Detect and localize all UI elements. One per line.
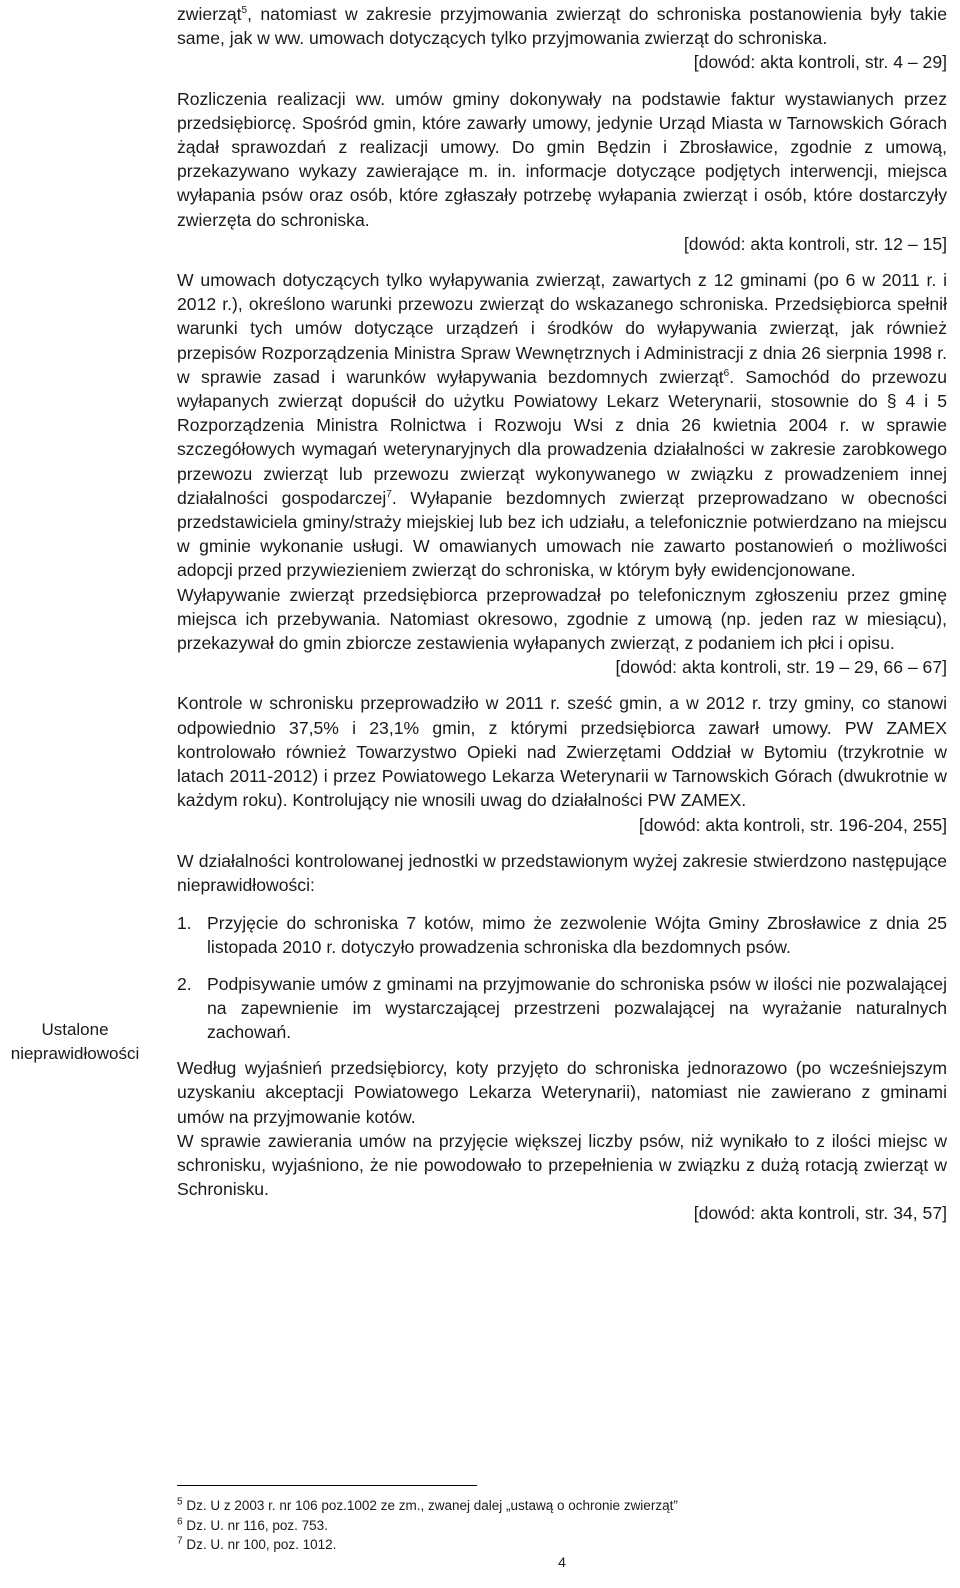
list-item-text: Przyjęcie do schroniska 7 kotów, mimo że zezwolenie Wójta Gminy Zbrosławice z dnia 25 listopada 2010 r. dotyczyło prowadzenia schroniska dla bezdomnych psów. (207, 913, 947, 958)
paragraph-settlements: Rozliczenia realizacji ww. umów gminy dokonywały na podstawie faktur wystawianych przez przedsiębiorcę. Spośród gmin, które zawarły umowy, jedynie Urząd Miasta w Tarnowskich Górach żądał sprawozdań z realizacji umowy. Do gmin Będzin i Zbrosławice, zgodnie z umową, przekazywano wykazy zawierające m. in. informacje dotyczące podjętych interwencji, miejsca wyłapania psów oraz osób, które zgłaszały potrzebę wyłapania zwierząt i osób, które dostarczyły zwierzęta do schroniska. (177, 88, 947, 230)
list-item (177, 972, 947, 1045)
evidence-citation: [dowód: akta kontroli, str. 12 – 15] (683, 233, 947, 254)
footnote (177, 1496, 678, 1516)
page-number-container (0, 1554, 960, 1570)
footnote-ref: 6 (723, 367, 730, 379)
paragraph-explanation-dogs: W sprawie zawierania umów na przyjęcie większej liczby psów, niż wynikało to z ilości miejsc w schronisku, wyjaśniono, że nie powodowało to przepełnienia w związku z dużą rotacją zwierząt w Schronisku. (177, 1130, 947, 1200)
text-fragment: . Samochód do przewozu wyłapanych zwierząt dopuścił do użytku Powiatowy Lekarz Weterynarii, stosownie do § 4 i 5 Rozporządzenia Ministra Rolnictwa i Rozwoju Wsi z dnia 26 kwietnia 2004 r. w sprawie szczegółowych wymagań weterynaryjnych dla prowadzenia działalności w zakresie zarobkowego przewozu zwierząt lub przewozu zwierząt wykonywanego w związku z prowadzeniem innej działalności gospodarczej (177, 366, 947, 508)
list-item-number: 1. (177, 913, 192, 934)
list-item-number: 2. (177, 973, 192, 994)
evidence-citation: [dowód: akta kontroli, str. 34, 57] (693, 1203, 947, 1224)
list-item-text: Podpisywanie umów z gminami na przyjmowanie do schroniska psów w ilości nie pozwalającej na zapewnienie im wystarczającej przestrzeni pozwalającej na wyrażanie naturalnych zachowań. (207, 973, 947, 1042)
footnote-number: 5 (177, 1496, 183, 1508)
text-fragment: W umowach dotyczących tylko wyłapywania zwierząt, zawartych z 12 gminami (po 6 w 2011 r. i 2012 r.), określono warunki przewozu zwierząt do wskazanego schroniska. Przedsiębiorca spełnił warunki tych umów dotyczące urządzeń i środków do wyłapywania zwierząt, jak również przepisów Rozporządzenia Ministra Spraw Wewnętrznych i Administracji z dnia 26 sierpnia 1998 r. w sprawie zasad i warunków wyłapywania bezdomnych zwierząt (177, 270, 947, 387)
evidence-citation: [dowód: akta kontroli, str. 19 – 29, 66 – 67] (615, 657, 947, 678)
footnote-number: 6 (177, 1516, 183, 1527)
paragraph-capture-contracts (177, 268, 947, 583)
footnote-text: Dz. U. nr 116, poz. 753. (186, 1517, 328, 1533)
evidence-citation: [dowód: akta kontroli, str. 4 – 29] (693, 52, 947, 73)
footnote-number: 7 (177, 1535, 183, 1547)
footnote (177, 1516, 678, 1536)
paragraph-findings-intro: W działalności kontrolowanej jednostki w przedstawionym wyżej zakresie stwierdzono następujące nieprawidłowości: (177, 850, 947, 895)
paragraph-intro (177, 2, 947, 50)
paragraph-inspections: Kontrole w schronisku przeprowadziło w 2011 r. sześć gmin, a w 2012 r. trzy gminy, co stanowi odpowiednio 37,5% i 23,1% gmin, z którymi przedsiębiorca zawarł umowy. PW ZAMEX kontrolowało również Towarzystwo Opieki nad Zwierzętami Oddział w Bytomiu (trzykrotnie w latach 2011-2012) i przez Powiatowego Lekarza Weterynarii w Tarnowskich Górach (dwukrotnie w każdym roku). Kontrolujący nie wnosili uwag do działalności PW ZAMEX. (177, 693, 947, 811)
paragraph-explanation-cats: Według wyjaśnień przedsiębiorcy, koty przyjęto do schroniska jednorazowo (po wcześniejszym uzyskaniu akceptacji Powiatowego Lekarza Weterynarii), natomiast nie zawierano z gminami umów na przyjmowanie kotów. (177, 1058, 947, 1127)
footnote-ref: 5 (241, 5, 248, 17)
list-item (177, 911, 947, 959)
footnote-separator (177, 1485, 477, 1486)
footnote-text: Dz. U. nr 100, poz. 1012. (186, 1537, 337, 1552)
text-fragment: zwierząt (177, 4, 242, 24)
footnotes (177, 1496, 678, 1555)
text-fragment: , natomiast w zakresie przyjmowania zwierząt do schroniska postanowienia były takie same, jak w ww. umowach dotyczących tylko przyjmowania zwierząt do schroniska. (177, 4, 947, 49)
text-fragment: . Wyłapanie bezdomnych zwierząt przeprowadzano w obecności przedstawiciela gminy/straży miejskiej lub bez ich udziału, a telefonicznie potwierdzano na miejscu w gminie wykonanie usługi. W omawianych umowach nie zawarto postanowień o możliwości adopcji przed przywiezieniem zwierząt do schroniska, w którym były ewidencjonowane. (177, 487, 948, 581)
document-body (177, 2, 947, 1226)
footnote-ref: 7 (386, 489, 392, 500)
footnote (177, 1535, 678, 1555)
evidence-citation: [dowód: akta kontroli, str. 196-204, 255] (638, 814, 947, 835)
irregularities-list (177, 911, 947, 1044)
margin-label-irregularities: Ustalone nieprawidłowości (10, 1020, 140, 1063)
paragraph-capture-process: Wyłapywanie zwierząt przedsiębiorca przeprowadzał po telefonicznym zgłoszeniu przez gminę miejsca ich przebywania. Natomiast okresowo, zgodnie z umową (np. jeden raz w miesiącu), przekazywał do gmin zbiorcze zestawienia wyłapanych zwierząt, z podaniem ich płci i opisu. (177, 584, 947, 654)
page-number: 4 (558, 1554, 566, 1570)
footnote-text: Dz. U z 2003 r. nr 106 poz.1002 ze zm., zwanej dalej „ustawą o ochronie zwierząt” (186, 1498, 678, 1513)
